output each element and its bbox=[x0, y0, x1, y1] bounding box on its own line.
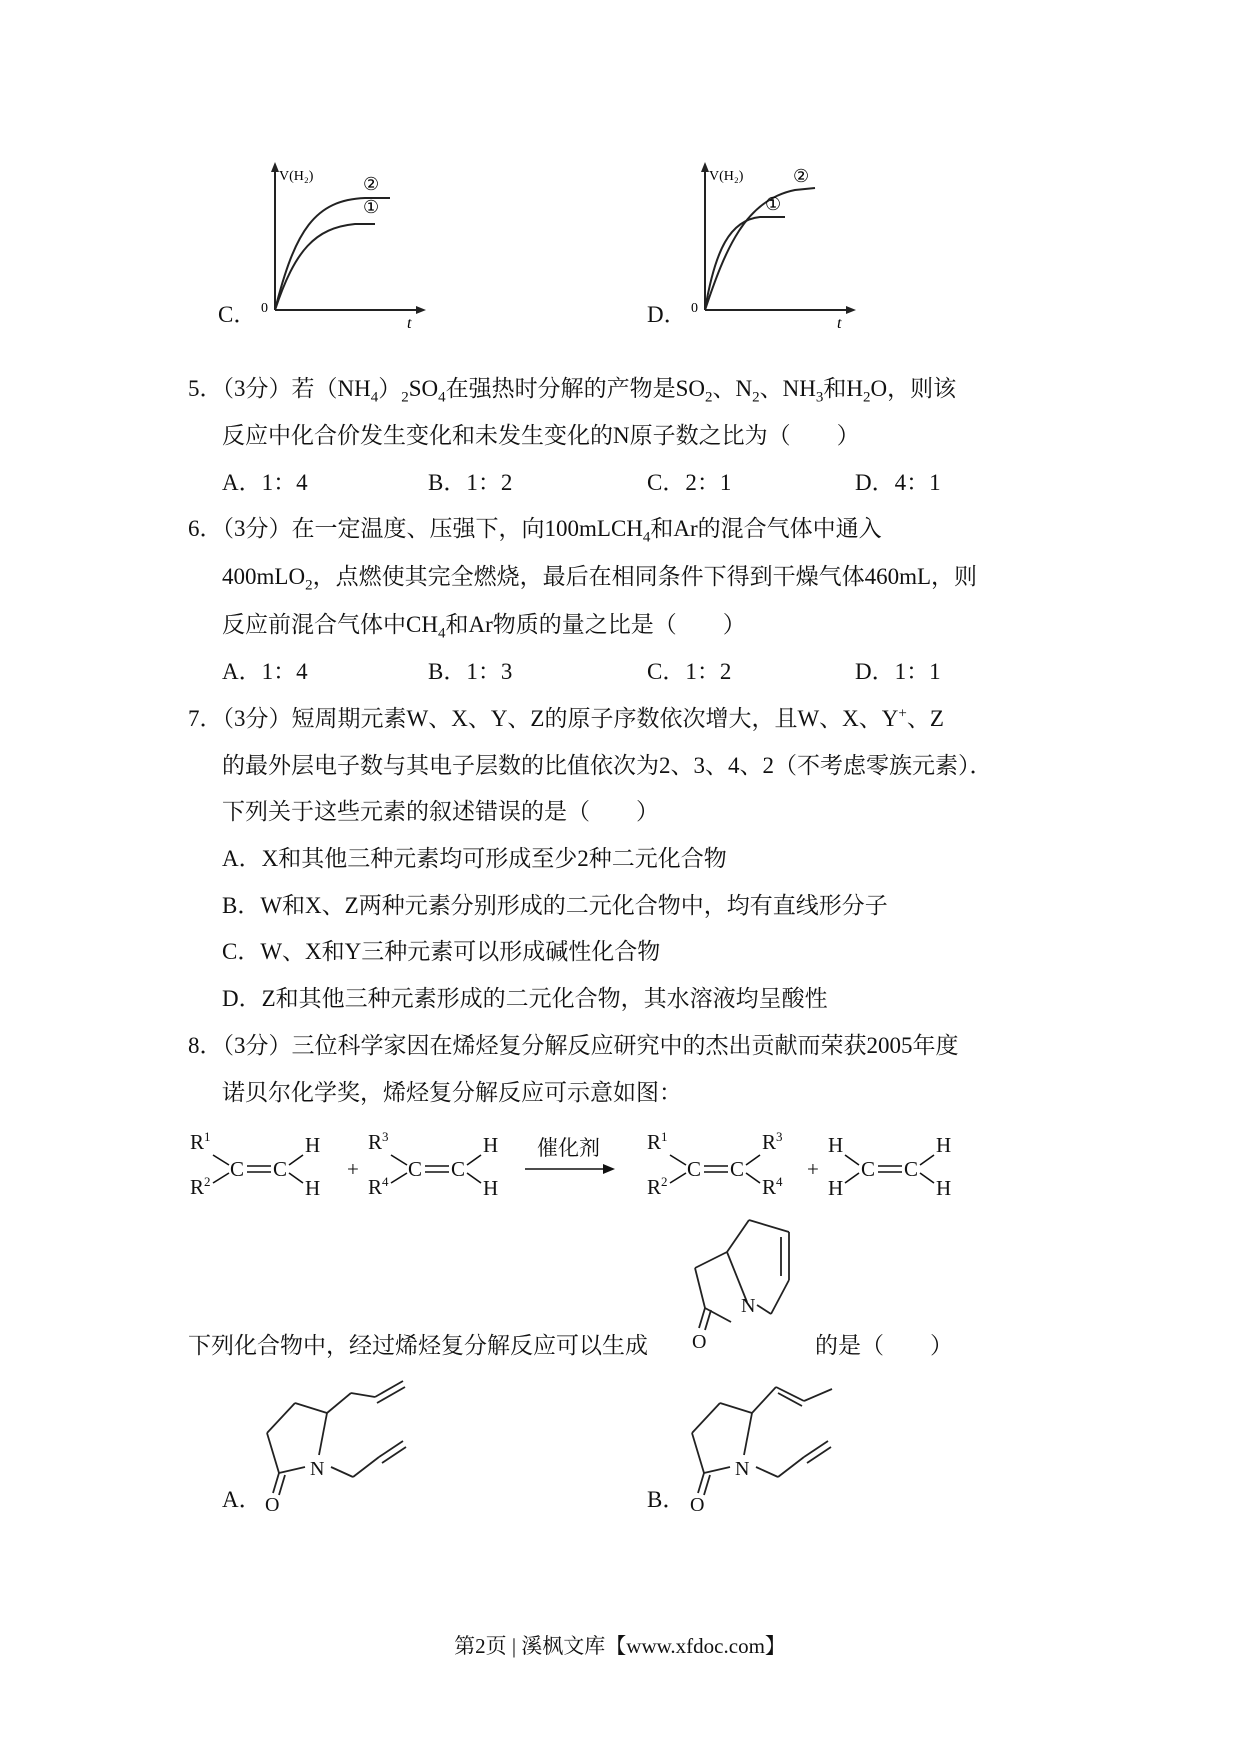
q7-option-a: A．X和其他三种元素均可形成至少2种二元化合物 bbox=[222, 846, 727, 871]
svg-text:R2: $R^2$ bbox=[647, 1174, 668, 1199]
svg-text:N: N bbox=[310, 1458, 325, 1480]
q8-number: 8． bbox=[188, 1033, 223, 1058]
q6-option-b: B．1：3 bbox=[428, 659, 513, 684]
svg-text:O: O bbox=[265, 1494, 280, 1515]
svg-text:R3: $R^3$ bbox=[762, 1129, 783, 1154]
q7-option-d: D．Z和其他三种元素形成的二元化合物，其水溶液均呈酸性 bbox=[222, 986, 828, 1011]
q7-line2: 的最外层电子数与其电子层数的比值依次为2、3、4、2（不考虑零族元素）． bbox=[222, 753, 993, 778]
q7-line1: 7．（3分）短周期元素W、X、Y、Z的原子序数依次增大，且W、X、Y+、Z bbox=[188, 705, 944, 731]
graph-d bbox=[685, 160, 865, 330]
x-axis-label: t bbox=[837, 315, 842, 330]
q8-line1: 8．（3分）三位科学家因在烯烃复分解反应研究中的杰出贡献而荣获2005年度 bbox=[188, 1033, 959, 1058]
svg-text:C: C bbox=[730, 1157, 745, 1181]
q5-number: 5． bbox=[188, 376, 223, 401]
svg-text:H: H bbox=[305, 1133, 321, 1157]
svg-text:N: N bbox=[735, 1458, 750, 1480]
q7-option-c: C．W、X和Y三种元素可以形成碱性化合物 bbox=[222, 939, 661, 964]
svg-text:H: H bbox=[936, 1176, 952, 1200]
y-axis-label: V(H₂) bbox=[279, 169, 314, 184]
q8-score: （3分） bbox=[222, 1033, 292, 1058]
svg-text:R4: $R^4$ bbox=[762, 1174, 783, 1199]
q6-score: （3分） bbox=[222, 516, 292, 541]
q6-option-c: C．1：2 bbox=[647, 659, 732, 684]
svg-text:H: H bbox=[828, 1133, 844, 1157]
q7-line3: 下列关于这些元素的叙述错误的是（ ） bbox=[222, 799, 659, 824]
svg-text:H: H bbox=[305, 1176, 321, 1200]
q7-score: （3分） bbox=[222, 706, 292, 731]
curve-2-label: ② bbox=[363, 174, 380, 194]
svg-text:C: C bbox=[273, 1157, 288, 1181]
svg-text:H: H bbox=[483, 1133, 499, 1157]
q5-option-d: D．4：1 bbox=[855, 470, 941, 495]
option-b-molecule-structure bbox=[680, 1375, 860, 1515]
graph-c bbox=[255, 160, 435, 330]
q7-number: 7． bbox=[188, 706, 223, 731]
svg-text:C: C bbox=[408, 1157, 423, 1181]
q8-option-b-label: B． bbox=[647, 1487, 686, 1512]
q5-score: （3分） bbox=[222, 376, 292, 401]
option-a-molecule-structure bbox=[255, 1375, 425, 1515]
svg-text:R4: $R^4$ bbox=[368, 1174, 389, 1199]
svg-text:+: + bbox=[807, 1157, 819, 1181]
svg-text:R2: $R^2$ bbox=[190, 1174, 211, 1199]
svg-text:C: C bbox=[904, 1157, 919, 1181]
svg-text:R3: $R^3$ bbox=[368, 1129, 389, 1154]
origin-label: 0 bbox=[261, 301, 268, 316]
curve-2-label: ② bbox=[793, 166, 810, 186]
svg-text:N: N bbox=[741, 1295, 756, 1317]
q8-question-text: 下列化合物中，经过烯烃复分解反应可以生成 bbox=[188, 1333, 648, 1358]
svg-text:H: H bbox=[936, 1133, 952, 1157]
x-axis-label: t bbox=[407, 315, 412, 330]
svg-text:C: C bbox=[451, 1157, 466, 1181]
q6-option-a: A．1：4 bbox=[222, 659, 308, 684]
curve-1-label: ① bbox=[363, 197, 380, 217]
q7-option-b: B．W和X、Z两种元素分别形成的二元化合物中，均有直线形分子 bbox=[222, 893, 888, 918]
q8-question-tail: 的是（ ） bbox=[815, 1333, 953, 1358]
q6-line1: 6．（3分）在一定温度、压强下，向100mLCH$_4$和Ar的混合气体中通入 bbox=[188, 516, 882, 546]
svg-text:O: O bbox=[692, 1331, 707, 1353]
svg-text:C: C bbox=[861, 1157, 876, 1181]
svg-text:R1: $R^1$ bbox=[190, 1129, 211, 1154]
q6-option-d: D．1：1 bbox=[855, 659, 941, 684]
option-c-label: C． bbox=[218, 302, 257, 327]
q8-option-a-label: A． bbox=[222, 1487, 262, 1512]
q5-option-a: A．1：4 bbox=[222, 470, 308, 495]
svg-text:H: H bbox=[828, 1176, 844, 1200]
q5-option-b: B．1：2 bbox=[428, 470, 513, 495]
q6-line3: 反应前混合气体中$CH_4$和Ar物质的量之比是（ ） bbox=[222, 612, 746, 642]
metathesis-reaction-scheme bbox=[185, 1125, 985, 1210]
target-molecule-structure bbox=[685, 1210, 820, 1360]
svg-text:C: C bbox=[230, 1157, 245, 1181]
q6-number: 6． bbox=[188, 516, 223, 541]
option-d-label: D． bbox=[647, 302, 687, 327]
q5-option-c: C．2：1 bbox=[647, 470, 732, 495]
y-axis-label: V(H₂) bbox=[709, 169, 744, 184]
catalyst-label: 催化剂 bbox=[537, 1136, 600, 1160]
q6-line2: 400mLO$_2$，点燃使其完全燃烧，最后在相同条件下得到干燥气体460mL，则 bbox=[222, 564, 978, 594]
curve-1-label: ① bbox=[765, 194, 782, 214]
svg-text:H: H bbox=[483, 1176, 499, 1200]
svg-text:C: C bbox=[687, 1157, 702, 1181]
svg-text:R1: $R^1$ bbox=[647, 1129, 668, 1154]
svg-text:+: + bbox=[347, 1157, 359, 1181]
origin-label: 0 bbox=[691, 301, 698, 316]
svg-text:O: O bbox=[690, 1494, 705, 1515]
q5-line2: 反应中化合价发生变化和未发生变化的N原子数之比为（ ） bbox=[222, 423, 860, 448]
page-footer: 第2页 | 溪枫文库【www.xfdoc.com】 bbox=[454, 1634, 786, 1658]
q5-line1: 5．（3分）若$(NH_4)_2SO_4$在强热时分解的产物是$SO_2$、$N_2$、$NH_3$和$H_2O$，则该 bbox=[188, 376, 957, 406]
q8-line2: 诺贝尔化学奖，烯烃复分解反应可示意如图： bbox=[222, 1080, 682, 1105]
